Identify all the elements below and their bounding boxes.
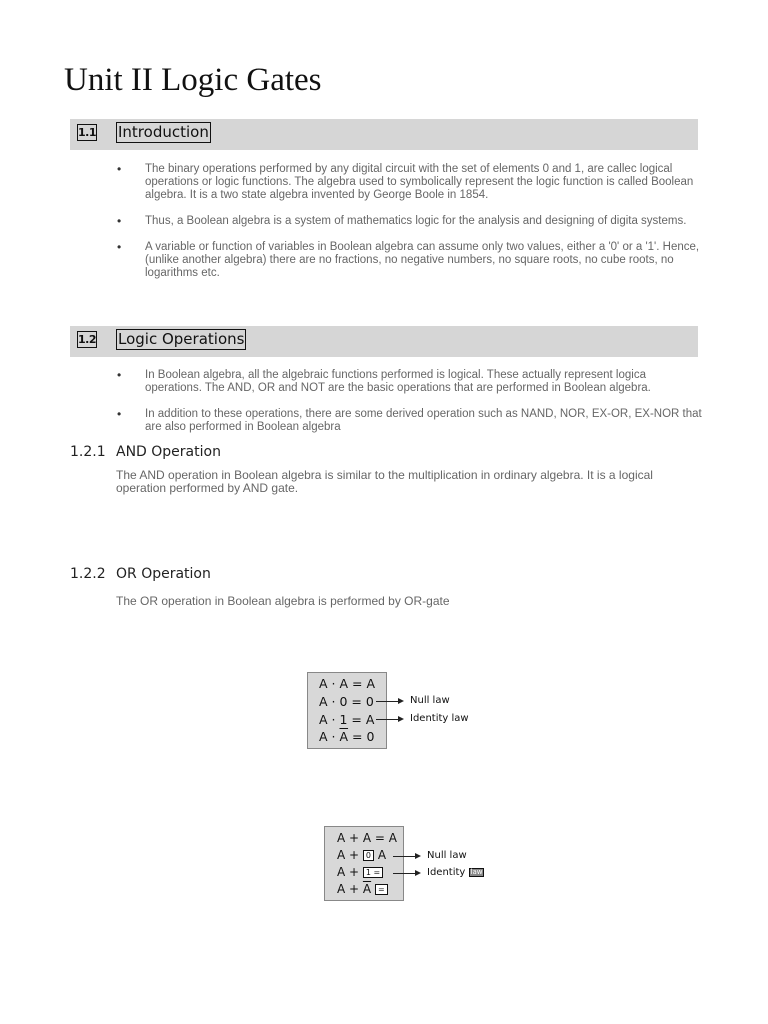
bullet-icon: •: [117, 240, 122, 254]
section-number: 1.1: [78, 126, 96, 139]
and-laws-figure: [307, 672, 387, 749]
section-number: 1.2: [78, 333, 96, 346]
bullet-icon: •: [117, 368, 122, 382]
arrow-icon: [393, 856, 417, 857]
arrow-icon: [393, 873, 417, 874]
subsection-number: 1.2.2: [70, 566, 106, 582]
law-equation: A + 1 =: [337, 865, 383, 879]
arrow-head-icon: [398, 698, 404, 704]
page-title: Unit II Logic Gates: [64, 62, 322, 98]
law-equation: A + A = A: [337, 831, 397, 845]
law-equation: A + 0 A: [337, 848, 387, 862]
law-equation: A · A = A: [319, 676, 375, 691]
bullet-icon: •: [117, 214, 122, 228]
arrow-icon: [376, 719, 400, 720]
null-law-label: Null law: [427, 850, 467, 861]
law-equation: A · 0 = 0: [319, 694, 374, 709]
law-equation: A · 1 = A: [319, 712, 375, 727]
arrow-head-icon: [415, 853, 421, 859]
bullet-icon: •: [117, 407, 122, 421]
section-header-introduction: [70, 119, 698, 150]
identity-law-label: Identity law: [427, 867, 483, 878]
identity-law-label: Identity law: [410, 713, 469, 724]
list-item: • In Boolean algebra, all the algebraic functions performed is logical. These actually represent logica operations. The AND, OR and NOT are the basic operations that are performed in Boolean algebra.: [117, 368, 651, 394]
list-item: • In addition to these operations, there are some derived operation such as NAND, NOR, EX-OR, EX-NOR that are also performed in Boolean algebra: [117, 407, 702, 433]
or-operation-paragraph: The OR operation in Boolean algebra is performed by OR-gate: [116, 594, 450, 608]
law-equation: $A \cdot \overline{A} = 0$: [319, 729, 375, 744]
null-law-label: Null law: [410, 695, 450, 706]
subsection-title: OR Operation: [116, 566, 211, 582]
section-title: Logic Operations: [118, 330, 245, 348]
law-equation: $A + \overline{A}$ =: [337, 882, 388, 896]
subsection-number: 1.2.1: [70, 444, 106, 460]
section-header-logic-operations: [70, 326, 698, 357]
and-operation-paragraph: The AND operation in Boolean algebra is similar to the multiplication in ordinary algebra. It is a logical operation performed by AND gate.: [116, 468, 653, 495]
arrow-head-icon: [415, 870, 421, 876]
section-title: Introduction: [118, 123, 209, 141]
arrow-icon: [376, 701, 400, 702]
list-item: • A variable or function of variables in Boolean algebra can assume only two values, either a '0' or a '1'. Hence, (unlike another algebra) there are no fractions, no negative numbers, no square roots, no cube roots, no logarithms etc.: [117, 240, 700, 279]
logic-operations-bullet-list: [117, 369, 705, 447]
subsection-title: AND Operation: [116, 444, 221, 460]
list-item: • The binary operations performed by any digital circuit with the set of elements 0 and 1, are callec logical operations or logic functions. The algebra used to symbolically represent the logic function is called Boolean algebra. It is a two state algebra invented by George Boole in 1854.: [117, 162, 694, 201]
list-item: • Thus, a Boolean algebra is a system of mathematics logic for the analysis and designing of digita systems.: [117, 214, 687, 228]
or-laws-figure: [324, 826, 404, 901]
bullet-icon: •: [117, 162, 122, 176]
introduction-bullet-list: [117, 163, 705, 293]
arrow-head-icon: [398, 716, 404, 722]
